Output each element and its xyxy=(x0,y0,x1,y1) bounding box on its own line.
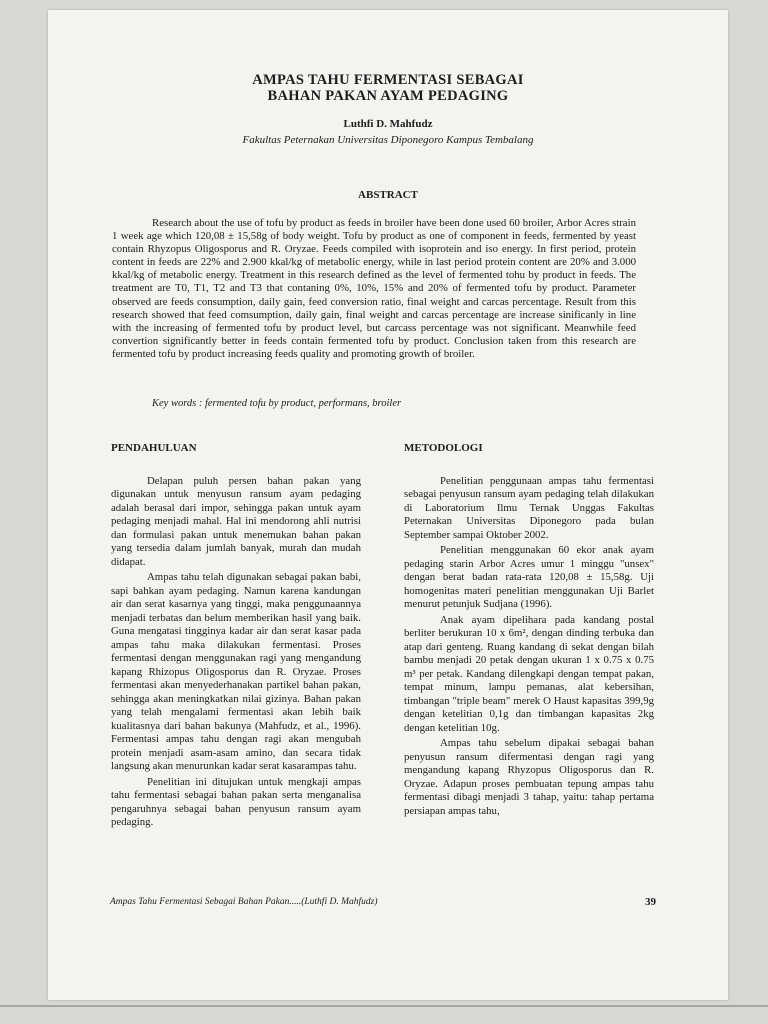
page-number: 39 xyxy=(645,896,656,908)
metodologi-paragraph-2: Penelitian menggunakan 60 ekor anak ayam pedaging starin Arbor Acres umur 1 minggu "unsex" dengan berat badan rata-rata 120,08 ± 15,58g. Uji homogenitas materi penelitian menggunakan Uji Barlet menurut petunjuk Sudjana (1996). xyxy=(404,544,654,610)
pendahuluan-paragraph-2: Ampas tahu telah digunakan sebagai pakan babi, sapi bahkan ayam pedaging. Namun karena kandungan air dan serat kasarnya yang tinggi, maka penggunaannya menjadi terbatas dan belum memberikan hasil yang baik. Guna mengatasi tingginya kadar air dan serat kasar pada ampas tahu maka dilakukan fermentasi. Proses fermentasi dengan menggunakan ragi yang mengandung kapang Rhizopus Oligosporus dan R. Oryzae. Proses fermentasi akan menyederhanakan partikel bahan pakan, sehingga akan meningkatkan nilai gizinya. Bahan pakan yang telah mengalami fermentasi akan lebih baik kualitasnya dari bahan bakunya (Mahfudz, et al., 1996). Fermentasi ampas tahu dengan ragi akan mengubah protein menjadi asam-asam amino, dan secara tidak langsung akan menurunkan kadar serat kasarampas tahu. xyxy=(111,571,361,772)
right-column xyxy=(404,442,654,818)
metodologi-paragraph-3: Anak ayam dipelihara pada kandang postal berliter berukuran 10 x 6m², dengan dinding terbuka dan atap dari genteng. Ruang kandang di sekat dengan bilah bambu menjadi 20 petak dengan ukuran 1 x 0.75 x 0.75 m³ per petak. Kandang dilengkapi dengan tempat pakan, tempat minum, lampu pemanas, alat kebersihan, timbangan "triple beam" merek O Haust kapasitas 399,9g dengan ketelitian 0,1g dan timbangan kapasitas 2kg dengan ketelitian 10g. xyxy=(404,613,654,734)
running-footer: Ampas Tahu Fermentasi Sebagai Bahan Pakan.....(Luthfi D. Mahfudz) xyxy=(110,897,378,907)
metodologi-paragraph-1: Penelitian penggunaan ampas tahu fermentasi sebagai penyusun ransum ayam pedaging telah dilakukan di Laboratorium Ilmu Ternak Unggas Fakultas Peternakan Universitas Diponegoro pada bulan September sampai Oktober 2002. xyxy=(404,474,654,541)
abstract-heading: ABSTRACT xyxy=(358,189,418,201)
section-heading-metodologi: METODOLOGI xyxy=(404,442,483,454)
scan-bottom-edge xyxy=(0,1005,768,1007)
section-heading-pendahuluan: PENDAHULUAN xyxy=(111,442,197,454)
left-column xyxy=(111,442,361,830)
abstract-text: Research about the use of tofu by product as feeds in broiler have been done used 60 broiler, Arbor Acres strain 1 week age which 120,08 ± 15,58g of body weight. Tofu by product as one of component in feeds, fermented by yeast contain Rhyzopus Oligosporus and R. Oryzae. Feeds compiled with isoprotein and iso energy. In first period, protein content in feeds are 22% and 2.900 kkal/kg of metabolic energy, while in last period protein content are 20% and 3.000 kkal/kg of metabolic energy. Treatment in this research defined as the level of fermented tohu by product in feeds. The treatment are T0, T1, T2 and T3 that contaning 0%, 10%, 15% and 20% of fermented tofu by product. Parameter observed are feeds consumption, daily gain, feed conversion ratio, final weight and carcas percentage. Result from this research showed that feed comsumption, daily gain, final weight and carcas percentage are increase sinificanly in line with the increasing of fermented tofu by product level, but carcass percentage was not significant. Meanwhile feed convertion significantly better in feeds contain fermented tofu by product. Conclusion taken from this research are fermented tofu by product increasing feeds quality and promoting growth of broiler. xyxy=(112,217,636,360)
keywords-text: fermented tofu by product, performans, broiler xyxy=(204,398,402,409)
pendahuluan-paragraph-1: Delapan puluh persen bahan pakan yang digunakan untuk menyusun ransum ayam pedaging adalah berasal dari impor, sehingga pakan untuk ayam pedaging menjadi mahal. Hal ini mendorong ahli nutrisi dan formulasi pakan untuk menemukan bahan pakan yang tersedia dalam jumlah banyak, murah dan mudah didapat. xyxy=(111,474,361,568)
metodologi-paragraph-4: Ampas tahu sebelum dipakai sebagai bahan penyusun ransum difermentasi dengan ragi yang mengandung kapang Rhyzopus Oligosporus dan R. Oryzae. Adapun proses pembuatan tepung ampas tahu fermentasi dibagi menjadi 3 tahap, yaitu: tahap pertama persiapan ampas tahu, xyxy=(404,737,654,817)
pendahuluan-paragraph-3: Penelitian ini ditujukan untuk mengkaji ampas tahu fermentasi sebagai bahan pakan serta menganalisa pengaruhnya sebagai bahan penyusun ransum ayam pedaging. xyxy=(111,775,361,828)
author-affiliation: Fakultas Peternakan Universitas Diponegoro Kampus Tembalang xyxy=(242,134,534,146)
title-line-1: AMPAS TAHU FERMENTASI SEBAGAI xyxy=(252,72,524,88)
article-title xyxy=(48,72,728,104)
author-name: Luthfi D. Mahfudz xyxy=(343,118,433,130)
keywords xyxy=(112,398,636,409)
keywords-label: Key words : xyxy=(152,398,203,409)
title-line-2: BAHAN PAKAN AYAM PEDAGING xyxy=(267,88,509,104)
journal-page xyxy=(48,10,728,1000)
